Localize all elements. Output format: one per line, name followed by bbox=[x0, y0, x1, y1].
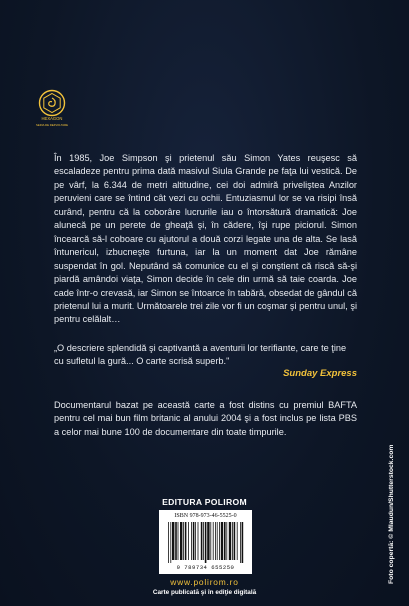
review-source: Sunday Express bbox=[283, 368, 357, 379]
barcode-digits: 9 789734 655250 bbox=[176, 564, 235, 571]
isbn-text: ISBN 978-973-46-5525-0 bbox=[174, 513, 237, 519]
barcode-icon bbox=[167, 522, 244, 563]
logo-line2: SERIA DE DEZVOLTARE bbox=[36, 123, 68, 127]
logo-line1: HEXAGON bbox=[41, 116, 63, 121]
hexagon-logo-icon bbox=[38, 89, 66, 129]
award-text: Documentarul bazat pe această carte a fost distins cu premiul BAFTA pentru cel mai bun film britanic al anului 2004 şi a fost inclus pe lista PBS a celor mai bune 100 de documentare din toate timpurile. bbox=[54, 400, 357, 437]
publisher-name: EDITURA POLIROM bbox=[162, 497, 247, 507]
synopsis-text: În 1985, Joe Simpson şi prietenul său Simon Yates reuşesc să escaladeze pentru prima dată masivul Siula Grande pe faţa lui vestică. De pe vârf, la 6.344 de metri altitudine, cei doi admiră priveliştea Anzilor peruvieni care se întind cât vezi cu ochii. Entuziasmul lor se va risipi însă curând, pentru că la coborâre lucrurile iau o întorsătură dramatică: Joe alunecă pe un perete de gheaţă şi, în cădere, îşi rupe piciorul. Simon încearcă să-l coboare cu ajutorul a două corzi legate una de alta. Se lasă întunericul, izbucneşte furtuna, iar la un moment dat Joe rămâne suspendat în gol. Neputând să comunice cu el şi conştient că riscă să-şi piardă amândoi viaţa, Simon decide în cele din urmă să taie coarda. Joe cade într-o crevasă, iar Simon se întoarce în tabără, obsedat de gândul că prietenul lui a murit. Următoarele trei zile vor fi un coşmar şi pentru unul, şi pentru celălalt… bbox=[54, 153, 357, 325]
digital-edition-note: Carte publicată şi în ediţie digitală bbox=[152, 589, 257, 596]
series-logo bbox=[38, 89, 66, 129]
review-quote: „O descriere splendidă şi captivantă a aventurii lor terifiante, care te ţine cu sufletul la gură... O carte scrisă superb." bbox=[54, 343, 347, 367]
barcode-panel bbox=[159, 510, 252, 574]
publisher-website[interactable]: www.polirom.ro bbox=[170, 577, 239, 587]
photo-credit: Foto copertă: © Mlaudun/Shutterstock.com bbox=[388, 444, 395, 584]
